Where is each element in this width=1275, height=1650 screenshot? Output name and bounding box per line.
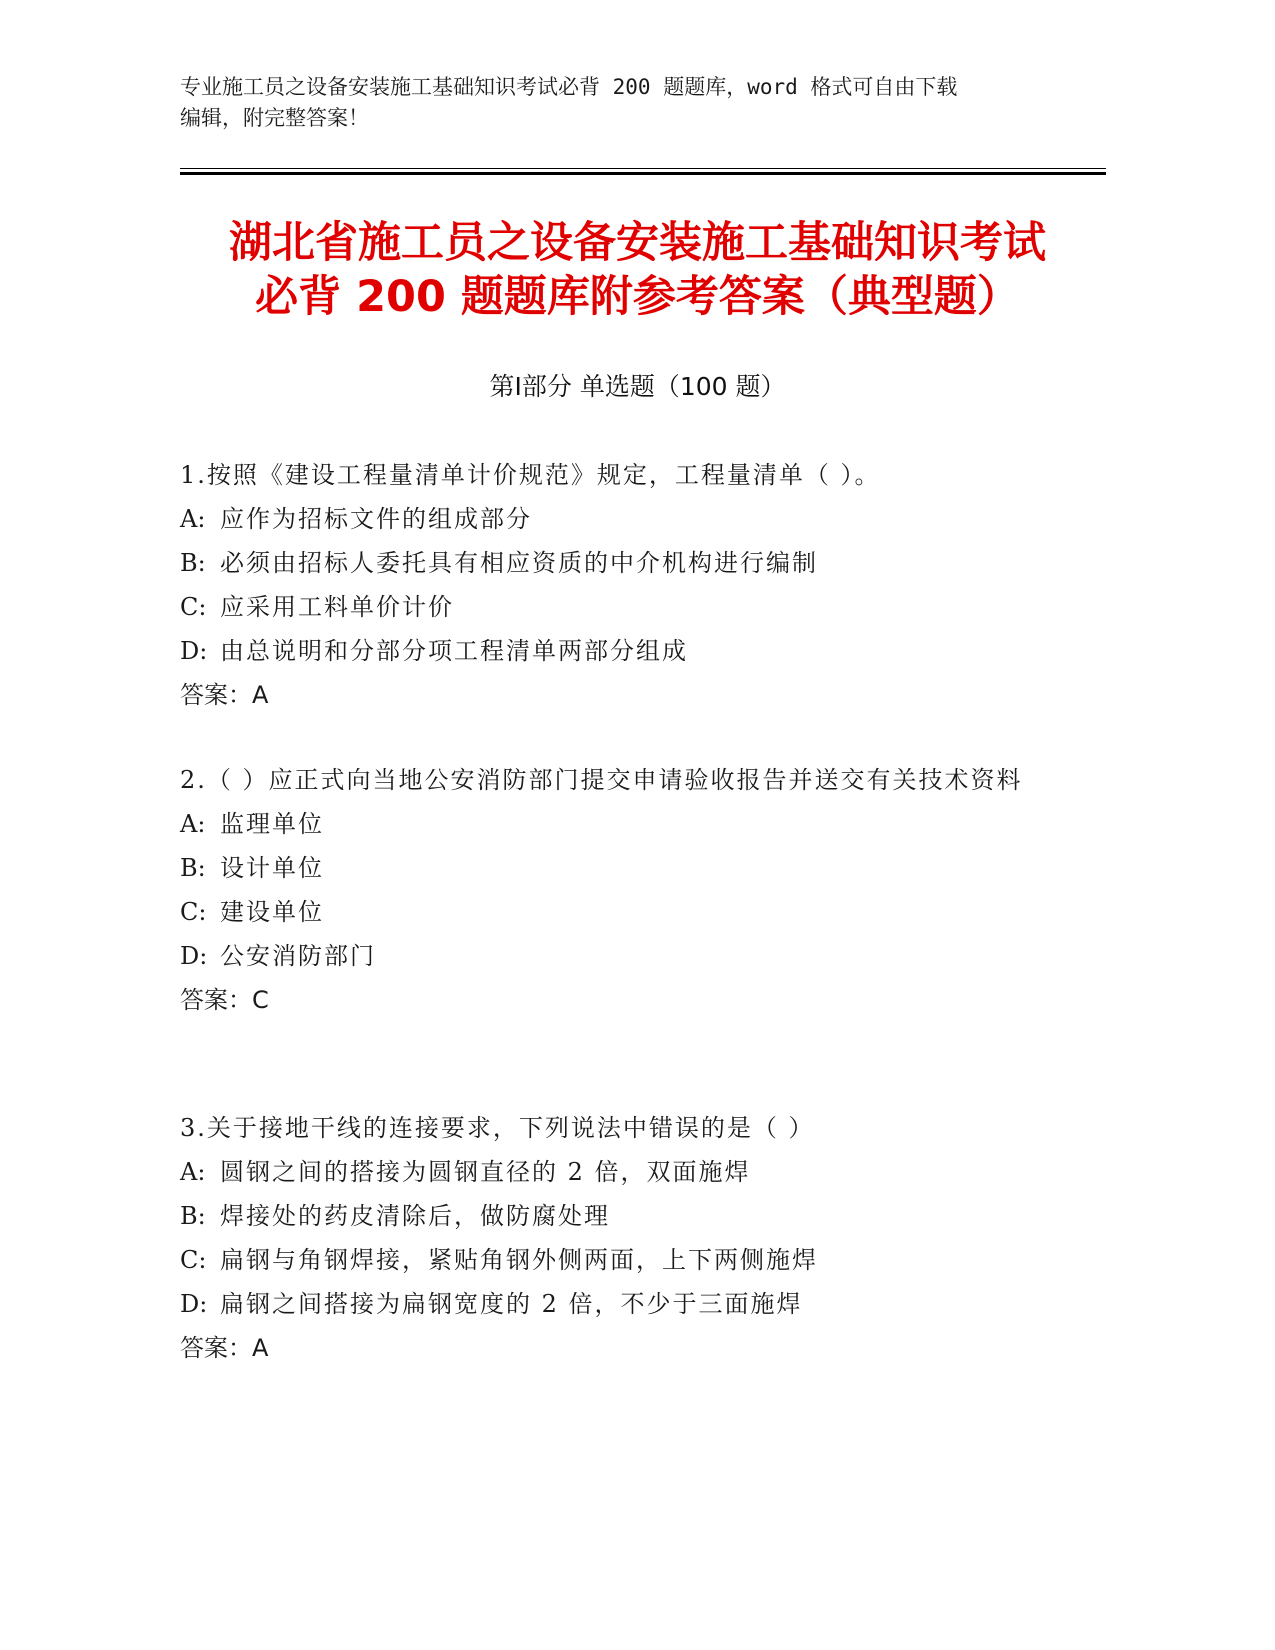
header-note (180, 72, 1080, 134)
option-text: 公安消防部门 (220, 942, 376, 970)
document-title-line-2: 必背 200 题题库附参考答案（典型题） (255, 272, 1020, 322)
option-key: B: (180, 549, 206, 577)
option-c (180, 1238, 1040, 1282)
option-c (180, 890, 1040, 934)
option-a (180, 1150, 1040, 1194)
option-text: 扁钢与角钢焊接，紧贴角钢外侧两面，上下两侧施焊 (220, 1246, 818, 1274)
option-d (180, 934, 1040, 978)
option-key: B: (180, 1202, 206, 1230)
option-key: D: (180, 637, 208, 665)
option-text: 必须由招标人委托具有相应资质的中介机构进行编制 (220, 549, 818, 577)
answer: 答案：A (180, 1334, 269, 1362)
question-stem: 1.按照《建设工程量清单计价规范》规定，工程量清单（ ）。 (180, 461, 881, 489)
answer: 答案：C (180, 986, 269, 1014)
option-key: D: (180, 1290, 208, 1318)
option-key: C: (180, 1246, 207, 1274)
option-text: 由总说明和分部分项工程清单两部分组成 (220, 637, 688, 665)
option-text: 监理单位 (220, 810, 324, 838)
option-key: B: (180, 854, 206, 882)
option-text: 建设单位 (220, 898, 324, 926)
option-b (180, 846, 1040, 890)
option-text: 设计单位 (220, 854, 324, 882)
question-3 (180, 1106, 1040, 1370)
document-title-line-1: 湖北省施工员之设备安装施工基础知识考试 (229, 218, 1046, 268)
option-key: C: (180, 593, 207, 621)
option-d (180, 1282, 1040, 1326)
option-a (180, 802, 1040, 846)
header-rule-thick (180, 172, 1106, 175)
header-note-line-2: 编辑，附完整答案！ (180, 106, 369, 130)
option-key: A: (180, 1158, 206, 1186)
option-key: A: (180, 810, 206, 838)
option-text: 应采用工料单价计价 (220, 593, 454, 621)
option-c (180, 585, 1040, 629)
option-b (180, 1194, 1040, 1238)
section-heading: 第Ⅰ部分 单选题（100 题） (489, 372, 786, 401)
question-1 (180, 453, 1040, 717)
question-stem: 2.（ ）应正式向当地公安消防部门提交申请验收报告并送交有关技术资料 (180, 766, 1023, 794)
option-text: 应作为招标文件的组成部分 (220, 505, 532, 533)
header-note-line-1: 专业施工员之设备安装施工基础知识考试必背 200 题题库，word 格式可自由下载 (180, 75, 958, 99)
answer: 答案：A (180, 681, 269, 709)
option-d (180, 629, 1040, 673)
option-text: 圆钢之间的搭接为圆钢直径的 2 倍，双面施焊 (220, 1158, 751, 1186)
option-key: C: (180, 898, 207, 926)
document-title (130, 216, 1145, 324)
option-key: D: (180, 942, 208, 970)
option-text: 扁钢之间搭接为扁钢宽度的 2 倍，不少于三面施焊 (220, 1290, 803, 1318)
option-key: A: (180, 505, 206, 533)
question-stem: 3.关于接地干线的连接要求，下列说法中错误的是（ ） (180, 1114, 815, 1142)
option-a (180, 497, 1040, 541)
option-text: 焊接处的药皮清除后，做防腐处理 (220, 1202, 610, 1230)
header-rule-thin (180, 168, 1106, 169)
option-b (180, 541, 1040, 585)
question-2 (180, 758, 1040, 1022)
